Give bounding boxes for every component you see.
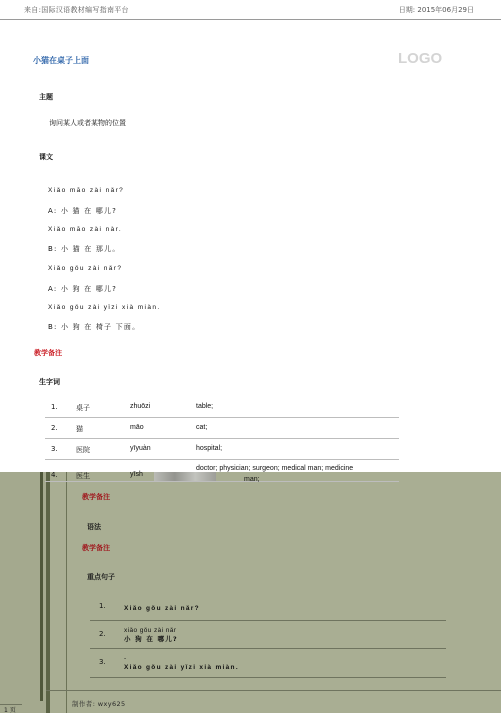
grammar-heading: 语法 [87, 523, 101, 531]
teaching-notes-heading: 教学备注 [82, 544, 110, 552]
vocab-english-wrap: man; [244, 476, 260, 483]
sentence-pinyin: xiǎo gǒu zài nǎr [124, 627, 177, 634]
text-heading: 课文 [39, 153, 53, 161]
teaching-notes-heading: 教学备注 [34, 349, 62, 357]
vocab-english: hospital; [196, 445, 223, 452]
vocab-pinyin: yīsh [130, 471, 143, 478]
dialogue-line: Xiǎo māo zài nàr. [48, 226, 123, 233]
vocab-english: table; [196, 403, 214, 410]
lesson-title: 小猫在桌子上面 [33, 56, 89, 65]
date-label: 日期: 2015年06月29日 [398, 6, 474, 14]
sentence-text: Xiǎo gǒu zài yǐzi xià miàn. [124, 664, 239, 671]
vocab-pinyin: māo [130, 424, 144, 431]
dialogue-line: B: 小 猫 在 那儿。 [48, 245, 121, 253]
vocab-heading: 生字词 [39, 378, 60, 386]
page-edge [40, 472, 43, 701]
author-label: 制作者: wxy625 [72, 700, 126, 708]
margin-rule [66, 472, 67, 713]
sentence-number: 2. [99, 630, 106, 638]
dialogue-line: B: 小 狗 在 椅子 下面。 [48, 323, 141, 331]
table-row [45, 397, 399, 418]
vocab-pinyin: zhuōzi [130, 403, 151, 410]
row-number: 1. [51, 403, 58, 411]
dialogue-line: Xiǎo māo zài nǎr? [48, 187, 125, 194]
table-row [45, 462, 399, 482]
row-number: 4. [51, 471, 58, 479]
sentence-marker: - [124, 655, 128, 662]
dialogue-line: Xiǎo gǒu zài yǐzi xià miàn. [48, 304, 161, 311]
list-item [90, 621, 446, 649]
sentence-hanzi: 小 狗 在 哪儿? [124, 635, 178, 643]
list-item [90, 649, 446, 678]
dialogue-line: A: 小 狗 在 哪儿? [48, 285, 118, 293]
dialogue-line: A: 小 猫 在 哪儿? [48, 207, 118, 215]
list-item [90, 600, 446, 621]
vocab-word: 医院 [76, 446, 90, 454]
vocab-pinyin: yīyuàn [130, 445, 151, 452]
vocab-word: 桌子 [76, 404, 90, 412]
dialogue-line: Xiǎo gǒu zài nǎr? [48, 265, 123, 272]
table-row [45, 418, 399, 439]
sentence-text: Xiǎo gǒu zài nǎr? [124, 605, 200, 612]
logo: LOGO [398, 50, 443, 67]
vocab-english: doctor; physician; surgeon; medical man; medicine [196, 465, 354, 472]
teaching-notes-heading: 教学备注 [82, 493, 110, 501]
theme-text: 询问某人或者某物的位置 [49, 119, 126, 127]
table-row [45, 439, 399, 460]
row-number: 2. [51, 424, 58, 432]
key-sentences-heading: 重点句子 [87, 573, 115, 581]
page-header [0, 0, 501, 20]
scan-artifact [154, 472, 216, 481]
vocab-word: 猫 [76, 425, 83, 433]
page-gutter [0, 472, 46, 713]
vocab-word: 医生 [76, 472, 90, 480]
vocab-english: cat; [196, 424, 208, 431]
source-label: 来自:国际汉语教材编写指南平台 [24, 6, 129, 14]
theme-heading: 主题 [39, 93, 53, 101]
row-number: 3. [51, 445, 58, 453]
sentence-number: 1. [99, 602, 106, 610]
sentence-number: 3. [99, 658, 106, 666]
footer-divider [46, 690, 501, 691]
page-number: 1 页 [0, 704, 22, 713]
